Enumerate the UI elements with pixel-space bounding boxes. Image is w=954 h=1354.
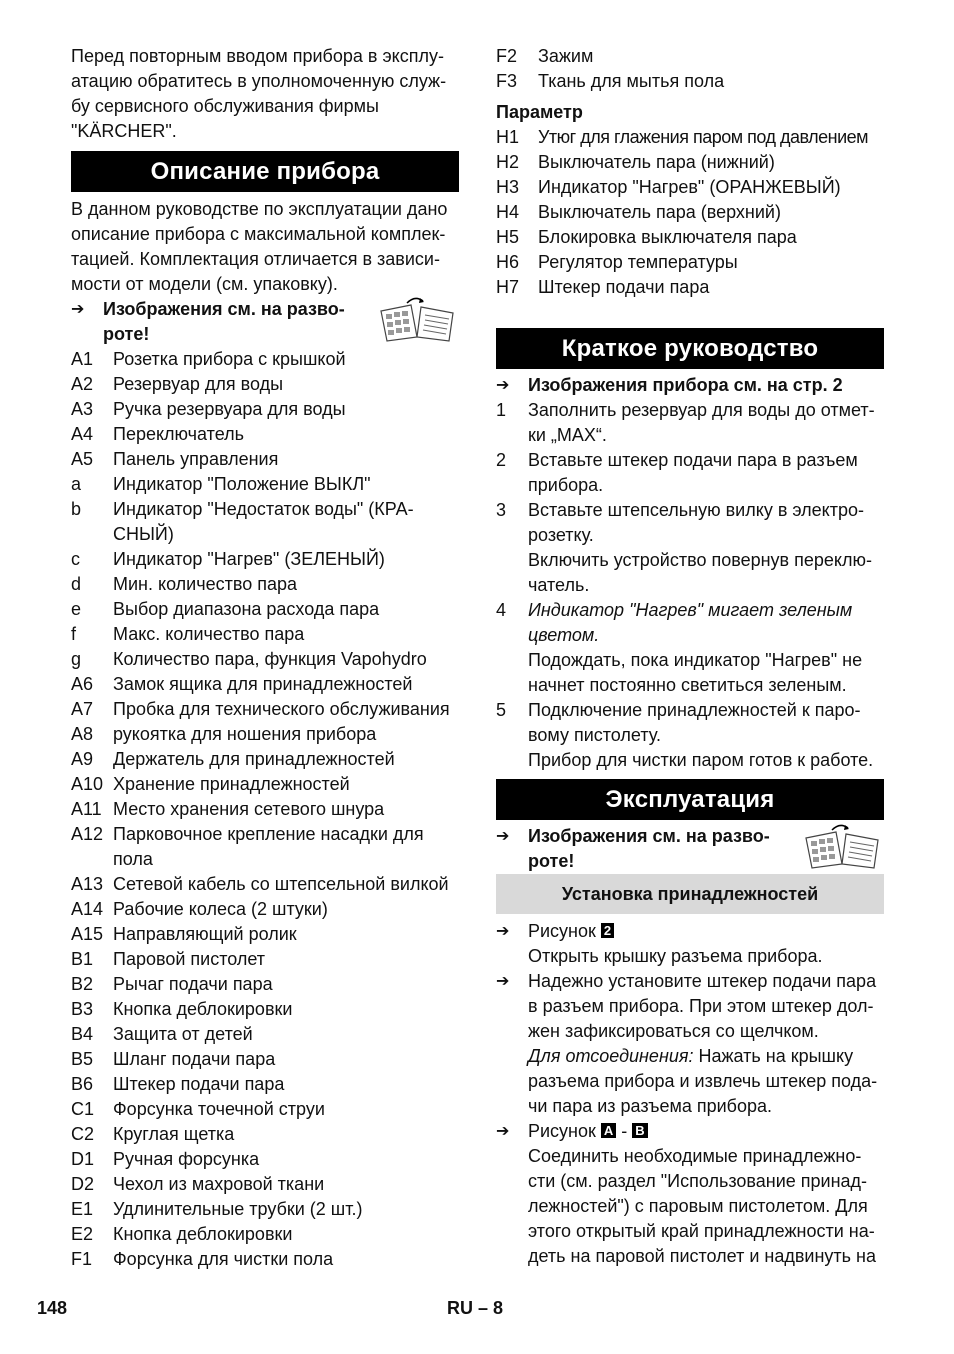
description-paragraph: В данном руководстве по эксплуатации дано описание прибора с максимальной комплек-тацией. Комплектация отличается в зависи-мости от модели (см. упаковку). [71,199,448,294]
figure-ref-2: 2 [601,923,614,938]
item-key: c [71,549,80,569]
open-lid-text: Открыть крышку разъема прибора. [528,946,823,966]
item-key: H2 [496,152,520,172]
item-text: Защита от детей [113,1024,253,1044]
list-item [496,44,884,69]
item-key: C2 [71,1124,95,1144]
figure-ref-a: A [601,1123,616,1138]
item-key: f [71,624,77,644]
item-key: C1 [71,1099,95,1119]
item-text: Переключатель [113,424,244,444]
list-item [71,622,459,647]
list-item [71,922,459,947]
item-key: A2 [71,374,94,394]
item-key: A10 [71,774,104,794]
item-key: H7 [496,277,520,297]
list-item [71,1022,459,1047]
arrow-right-icon: ➔ [496,923,510,940]
list-item [71,697,459,722]
list-item [71,397,459,422]
item-text: Регулятор температуры [538,252,738,272]
item-text: Индикатор "Недостаток воды" (КРА-СНЫЙ) [113,499,414,544]
list-item [71,1047,459,1072]
item-text: Макс. количество пара [113,624,305,644]
list-item [71,597,459,622]
item-text: Пробка для технического обслуживания [113,699,450,719]
disconnect-label: Для отсоединения: [528,1046,694,1066]
item-text: Резервуар для воды [113,374,284,394]
step-text: Вставьте штепсельную вилку в электро-розетку. [528,500,865,545]
step-text: Вставьте штекер подачи пара в разъем прибора. [528,450,858,495]
item-key: F1 [71,1249,93,1269]
list-item [71,747,459,772]
item-text: Держатель для принадлежностей [113,749,395,769]
item-text: Выключатель пара (нижний) [538,152,775,172]
list-item [496,225,884,250]
list-item [71,1247,459,1272]
item-text: Рабочие колеса (2 штуки) [113,899,328,919]
item-text: Замок ящика для принадлежностей [113,674,413,694]
list-item [496,200,884,225]
item-key: H6 [496,252,520,272]
item-key: B5 [71,1049,94,1069]
list-item [71,472,459,497]
section-heading-description: Описание прибора [71,151,459,192]
step-item [496,448,884,498]
list-item [71,447,459,472]
item-key: B3 [71,999,94,1019]
item-key: d [71,574,82,594]
item-key: A11 [71,799,102,819]
parameter-list [496,125,884,300]
list-item [71,422,459,447]
item-key: E1 [71,1199,94,1219]
item-text: Форсунка для чистки пола [113,1249,334,1269]
list-item [71,772,459,797]
list-item [71,897,459,922]
item-text: Зажим [538,46,594,66]
disconnect-text: Нажать на крышку разъема прибора и извлечь штекер пода-чи пара из разъема прибора. [528,1046,878,1116]
item-key: D1 [71,1149,95,1169]
item-key: F3 [496,71,518,91]
item-key: H1 [496,127,520,147]
item-key: A9 [71,749,94,769]
list-item [71,572,459,597]
item-text: Ручная форсунка [113,1149,260,1169]
item-text: Удлинительные трубки (2 шт.) [113,1199,363,1219]
item-key: B6 [71,1074,94,1094]
step-number: 5 [496,700,507,720]
item-text: Выбор диапазона расхода пара [113,599,380,619]
parameter-label: Параметр [496,102,583,122]
item-text: Направляющий ролик [113,924,297,944]
install-text: Надежно установите штекер подачи пара в разъем прибора. При этом штекер дол-жен зафиксироваться со щелчком. [528,971,877,1041]
list-item [71,372,459,397]
item-key: B4 [71,1024,94,1044]
item-key: A14 [71,899,104,919]
item-key: A5 [71,449,94,469]
item-text: Панель управления [113,449,279,469]
op-see-images-note: ➔ Изображения см. на разво-роте! [496,824,884,874]
item-key: B1 [71,949,94,969]
item-text: Индикатор "Нагрев" (ЗЕЛЕНЫЙ) [113,549,385,569]
step-item [496,398,884,448]
item-key: A7 [71,699,94,719]
list-item [71,347,459,372]
list-item [71,672,459,697]
item-text: Шланг подачи пара [113,1049,276,1069]
list-item [71,497,459,547]
item-key: A3 [71,399,94,419]
item-text: Штекер подачи пара [538,277,710,297]
item-text: Рычаг подачи пара [113,974,273,994]
item-key: A4 [71,424,94,444]
item-text: Блокировка выключателя пара [538,227,797,247]
list-item [71,947,459,972]
arrow-right-icon: ➔ [496,828,510,845]
list-item [71,797,459,822]
item-key: e [71,599,82,619]
list-item [496,69,884,94]
left-column [71,44,459,1272]
item-text: Штекер подачи пара [113,1074,285,1094]
list-item [71,1222,459,1247]
item-key: B2 [71,974,94,994]
list-item [71,1172,459,1197]
list-item [71,872,459,897]
item-text: Ручка резервуара для воды [113,399,346,419]
item-key: H4 [496,202,520,222]
figure-ref-b: B [632,1123,647,1138]
item-key: F2 [496,46,518,66]
step-number: 3 [496,500,507,520]
item-key: A1 [71,349,94,369]
connect-text: Соединить необходимые принадлежно-сти (см. раздел "Использование принад-лежностей") с паровым пистолетом. Для этого открытый край принадлежности на-деть на паровой пистолет и надвинуть на [528,1146,876,1266]
subheading-install-accessories: Установка принадлежностей [496,874,884,914]
list-item [71,1197,459,1222]
list-item [71,647,459,672]
step-number: 1 [496,400,507,420]
page-number: 148 [37,1298,68,1318]
item-text: Мин. количество пара [113,574,298,594]
list-item [71,1097,459,1122]
arrow-right-icon: ➔ [496,1123,510,1140]
item-key: A12 [71,824,104,844]
arrow-right-icon: ➔ [496,377,510,394]
item-key: a [71,474,82,494]
item-text: Чехол из махровой ткани [113,1174,325,1194]
list-item [496,150,884,175]
list-item [71,1072,459,1097]
item-text: Кнопка деблокировки [113,1224,293,1244]
item-key: D2 [71,1174,95,1194]
step-extra-text: Включить устройство повернув переклю-чатель. [528,550,872,595]
step-number: 4 [496,600,507,620]
step-number: 2 [496,450,507,470]
see-images-note [71,297,459,347]
item-text: Утюг для глажения паром под давлением [538,127,869,147]
item-key: E2 [71,1224,94,1244]
item-text: Сетевой кабель со штепсельной вилкой [113,874,449,894]
item-key: g [71,649,82,669]
list-item [496,125,884,150]
list-item [71,1147,459,1172]
arrow-right-icon: ➔ [496,973,510,990]
item-text: Выключатель пара (верхний) [538,202,781,222]
item-text: Ткань для мытья пола [538,71,725,91]
list-item [71,547,459,572]
list-item [71,1122,459,1147]
component-list-continued [496,44,884,94]
right-column [496,44,884,1269]
step-extra-text: Подождать, пока индикатор "Нагрев" не начнет постоянно светиться зеленым. [528,650,863,695]
quick-steps-list [496,398,884,773]
item-text: Круглая щетка [113,1124,235,1144]
item-key: A13 [71,874,104,894]
step-item [496,698,884,773]
install-instructions: ➔ Рисунок 2 Открыть крышку разъема прибора. ➔ Надежно установите штекер подачи пара в разъем прибора. При этом штекер дол-жен зафиксироваться со щелчком. Для отсоединения: Нажать на крышку разъема прибора и извлечь штекер пода-чи пара из разъема прибора. ➔ Рисунок A - B Соединить необходимые принадлежно-сти (см. раздел "Использование принад-лежностей") с паровым пистолетом. Для этого открытый край принадлежности на-деть на паровой пистолет и надвинуть на [496,919,884,1269]
list-item [71,997,459,1022]
step-item [496,598,884,698]
step-text: Заполнить резервуар для воды до отмет-ки „MAX“. [528,400,875,445]
item-text: Индикатор "Нагрев" (ОРАНЖЕВЫЙ) [538,177,841,197]
item-text: Количество пара, функция Vapohydro [113,649,427,669]
item-key: H3 [496,177,520,197]
item-text: рукоятка для ношения прибора [113,724,377,744]
item-text: Парковочное крепление насадки для пола [113,824,424,869]
step-extra-text: Прибор для чистки паром готов к работе. [528,750,874,770]
item-text: Паровой пистолет [113,949,266,969]
open-book-icon [802,824,884,870]
list-item [496,275,884,300]
list-item [496,175,884,200]
step-item [496,498,884,598]
item-key: A6 [71,674,94,694]
list-item [71,972,459,997]
list-item [496,250,884,275]
item-text: Розетка прибора с крышкой [113,349,346,369]
item-text: Место хранения сетевого шнура [113,799,385,819]
item-text: Индикатор "Положение ВЫКЛ" [113,474,371,494]
list-item [71,722,459,747]
section-heading-quick-guide: Краткое руководство [496,328,884,369]
quick-see-note: ➔ Изображения прибора см. на стр. 2 [496,373,884,398]
step-result-text: Индикатор "Нагрев" мигает зеленым цветом. [528,600,853,645]
item-key: A15 [71,924,104,944]
item-text: Форсунка точечной струи [113,1099,325,1119]
step-text: Подключение принадлежностей к паро-вому пистолету. [528,700,861,745]
item-key: A8 [71,724,94,744]
component-list [71,347,459,1272]
item-text: Кнопка деблокировки [113,999,293,1019]
list-item [71,822,459,872]
intro-paragraph: Перед повторным вводом прибора в эксплу-атацию обратитесь в уполномоченную служ-бу сервисного обслуживания фирмы "KÄRCHER". [71,46,447,141]
open-book-icon [377,297,459,343]
item-text: Хранение принадлежностей [113,774,350,794]
see-images-text: Изображения см. на разво-роте! [103,299,345,344]
section-heading-operation: Эксплуатация [496,779,884,820]
section-footer: RU – 8 [447,1298,504,1318]
arrow-right-icon: ➔ [71,301,85,318]
item-key: H5 [496,227,520,247]
item-key: b [71,499,82,519]
